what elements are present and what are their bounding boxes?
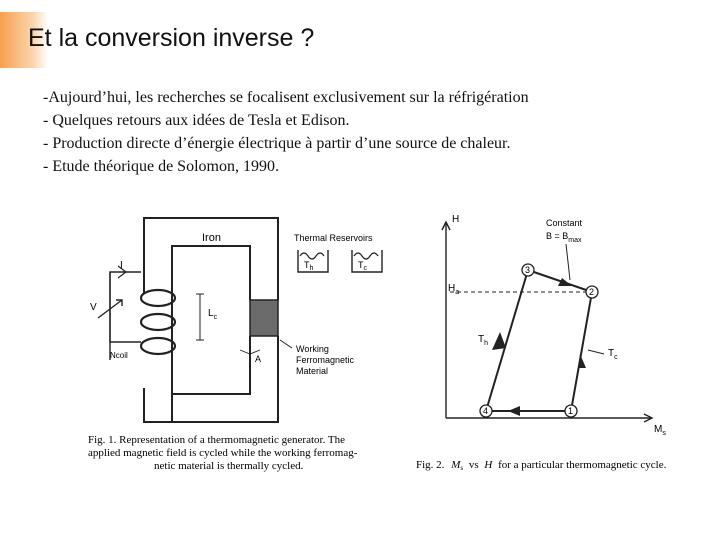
working-label-3: Material [296,366,329,376]
fig1-caption-line2: applied magnetic field is cycled while the working ferromag- [88,447,358,459]
ms-vs-h-cycle-figure [412,200,712,480]
th-label: $T_h$ [478,334,489,347]
bullet-list [43,86,529,178]
arrow-1-to-4 [508,406,520,416]
h-axis-label: H [452,214,460,225]
working-label-2: Ferromagnetic [296,355,355,365]
ha-label: $H_a$ [448,283,460,296]
svg-text:Tc: $T_c$ [358,260,367,272]
bullet-item: - Quelques retours aux idées de Tesla et Edison. [43,112,350,129]
tc-label: $T_c$ [608,348,618,361]
slide-title: Et la conversion inverse ? [28,24,315,52]
arrow-2-to-1 [578,354,586,368]
ms-axis-label: $M_s$ [654,424,666,437]
constant-label: Constant [546,218,583,228]
svg-text:1: 1 [568,406,574,416]
svg-text:Th: $T_h$ [304,260,314,272]
coil-windings [141,290,175,354]
b-max-label: $B = B_{max}$ [546,231,582,244]
fig1-caption-line1: Fig. 1. Representation of a thermomagnetic generator. The [88,434,345,446]
voltage-label: V [90,302,97,313]
arrow-4-to-3 [492,332,506,350]
fig1-caption-line3: netic material is thermally cycled. [154,460,304,472]
working-material-block [250,300,278,336]
ncoil-label: Ncoil [110,351,128,360]
bullet-item: - Etude théorique de Solomon, 1990. [43,158,279,175]
svg-text:2: 2 [589,287,595,297]
cold-reservoir [352,250,382,272]
iron-label: Iron [202,232,221,244]
axes [442,222,652,422]
tc-leader [588,350,604,354]
working-leader [280,340,292,348]
area-label: A [255,354,262,364]
thermomagnetic-generator-figure [80,210,400,480]
constant-leader [566,244,570,280]
fig2-caption: Fig. 2. Ms vs H for a particular thermomagnetic cycle. [416,459,667,472]
bullet-item: -Aujourd’hui, les recherches se focalisent exclusivement sur la réfrigération [43,89,529,106]
thermal-reservoirs-label: Thermal Reservoirs [294,233,373,243]
bullet-item: - Production directe d’énergie électrique à partir d’une source de chaleur. [43,135,511,152]
svg-text:3: 3 [525,265,531,275]
svg-text:4: 4 [483,406,489,416]
lc-label: $L_c$ [208,308,218,321]
circuit-wires [98,272,141,360]
lc-dimension [196,294,204,340]
working-label-1: Working [296,344,329,354]
current-label: I [120,260,123,271]
hot-reservoir [298,250,328,272]
